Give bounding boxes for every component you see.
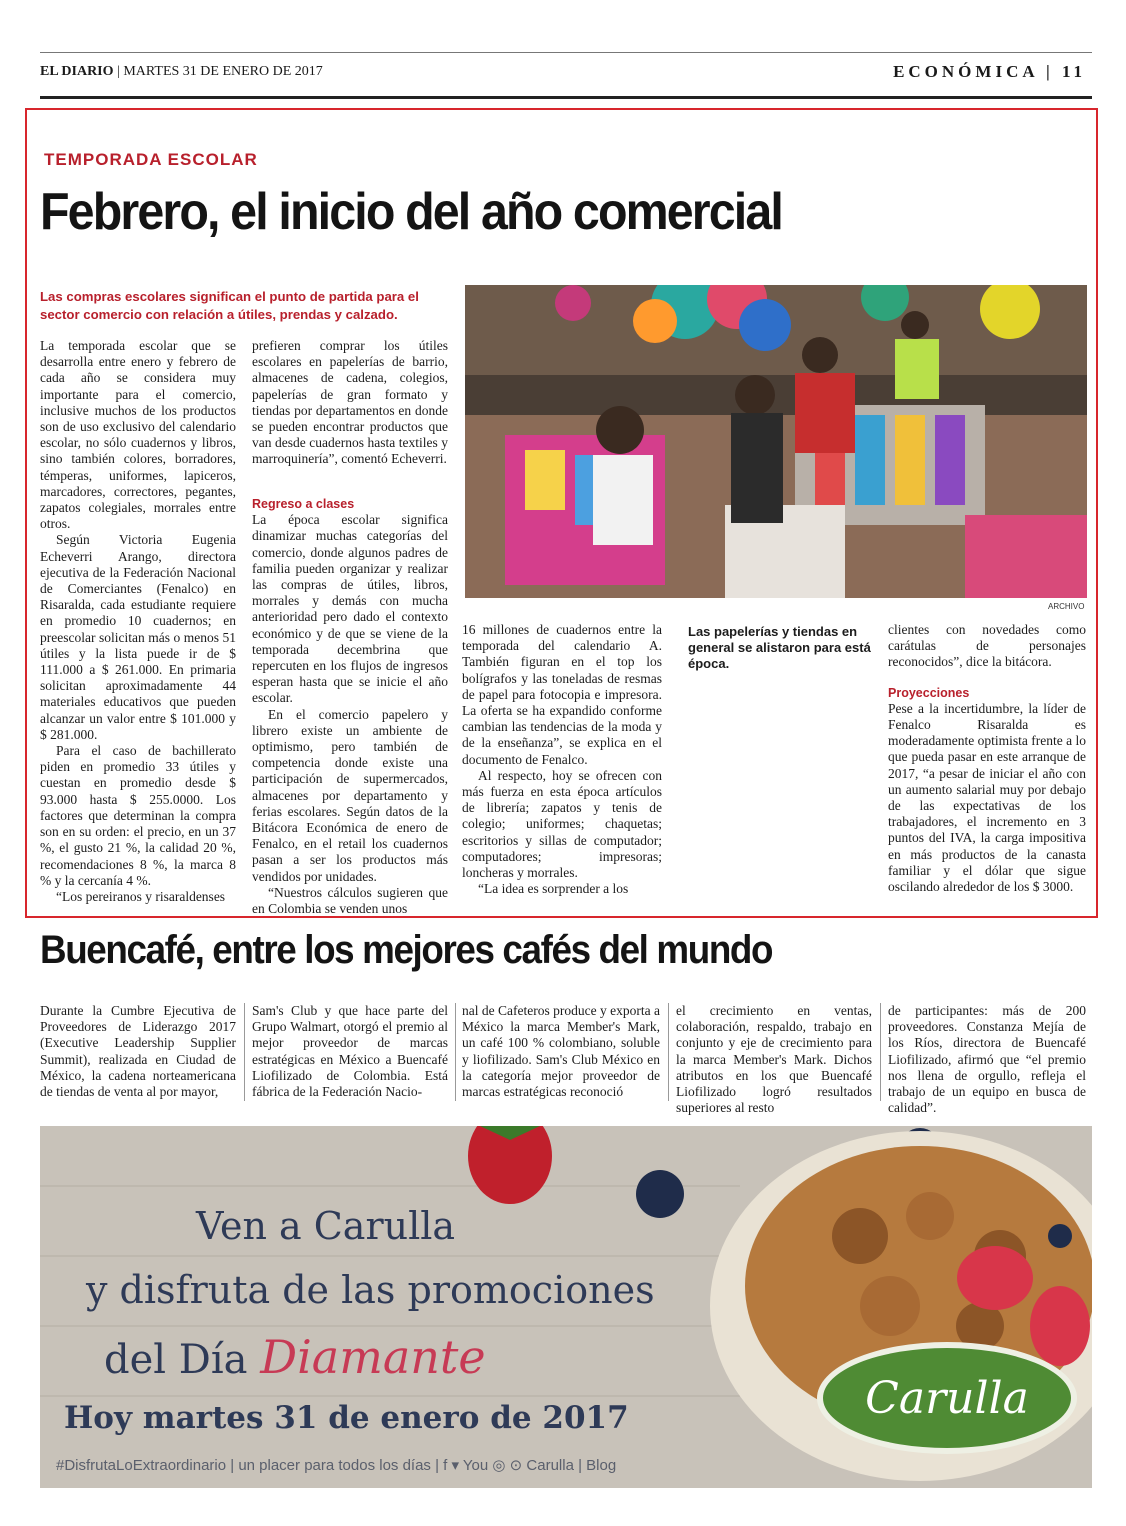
subhead-proyecciones: Proyecciones [888, 685, 970, 700]
header-left [40, 64, 323, 80]
paragraph: “La idea es sorprender a los [478, 881, 629, 897]
carulla-logo-text: Carulla [865, 1372, 1029, 1424]
photo-credit: ARCHIVO [1048, 602, 1085, 611]
second-story-column-5: de participantes: más de 200 proveedores. Constanza Mejía de los Ríos, directora de Buencafé Liofilizado, afirmó que “el premio nos llena de orgullo, refleja el trabajo de un equipo en busca de calidad”. [888, 1003, 1086, 1116]
second-story-column-3: nal de Cafeteros produce y exporta a México la marca Member's Mark, un café 100 % colombiano, soluble y liofilizado. Sam's Club México en la categoría mejor proveedor de marcas estratégicas reconoció [462, 1003, 660, 1100]
header-top-rule [40, 52, 1092, 53]
ad-highlight-word: Diamante [260, 1330, 486, 1384]
story-column-2 [252, 490, 448, 917]
story-column-2-top [252, 338, 448, 468]
story-column-1 [40, 338, 236, 905]
paragraph: “Nuestros cálculos sugieren que en Colombia se venden unos [252, 884, 448, 917]
paragraph: clientes con novedades como carátulas de personajes reconocidos”, dice la bitácora. [888, 622, 1086, 670]
paper-name: EL DIARIO [40, 64, 114, 79]
column-divider [880, 1003, 881, 1101]
paragraph: Para el caso de bachillerato piden en promedio 33 útiles y cuestan en promedio desde $ 93.000 hasta $ 255.0000. Los factores que determinan la compra son en su orden: el precio, en un 37 %, el gusto 21 %, la calidad 20 %, recomendaciones 8 %, la marca 8 % y la cercanía 4 %. [40, 743, 236, 888]
story-headline: Febrero, el inicio del año comercial [40, 183, 782, 241]
paragraph: Según Victoria Eugenia Echeverri Arango, directora ejecutiva de la Federación Nacional de Comerciantes (Fenalco) en Risaralda, cada estudiante requiere en promedio 10 cuadernos; en preescolar solicitan más o menos 51 útiles y la lista puede ir de $ 111.000 a $ 261.000. En primaria solicitan aproximadamente 44 materiales educativos que pueden alcanzar un valor entre $ 101.000 y $ 281.000. [40, 532, 236, 742]
header-bottom-rule [40, 96, 1092, 99]
paragraph: Al respecto, hoy se ofrecen con más fuerza en esta época artículos de librería; zapatos y tenis de colegio; uniformes; chaquetas; escritorios y sillas de computador; computadores; impresoras; loncheras y morrales. [462, 767, 662, 881]
second-story-column-2: Sam's Club y que hace parte del Grupo Walmart, otorgó el premio al mejor proveedor de marcas estratégicas en México a Buencafé Liofilizado de Colombia. Está fábrica de la Federación Nacio- [252, 1003, 448, 1100]
ad-headline-2: y disfruta de las promociones [86, 1268, 655, 1312]
column-divider [668, 1003, 669, 1101]
header-right [893, 62, 1086, 82]
header-separator: | [117, 64, 120, 79]
ad-headline-3 [104, 1330, 486, 1384]
second-story-headline: Buencafé, entre los mejores cafés del mundo [40, 928, 773, 972]
second-story-column-4: el crecimiento en ventas, colaboración, respaldo, trabajo en conjunto y eje de crecimiento para la marca Member's Mark. Dichos atributos en los que Buencafé Liofilizado logró resultados superiores al resto [676, 1003, 872, 1116]
story-lead: Las compras escolares significan el punto de partida para el sector comercio con relación a útiles, prendas y calzado. [40, 289, 419, 322]
photo-caption: Las papelerías y tiendas en general se alistaron para está época. [688, 624, 871, 671]
carulla-logo [817, 1342, 1077, 1454]
paragraph: La época escolar significa dinamizar muchas categorías del comercio, donde algunos padres de familia pueden organizar y realizar las compras de útiles, libros, morrales y demás con mucha anterioridad pero dado el contexto económico y de que se viene de la temporada decembrina que repercuten en los flujos de ingresos esperan hasta que se inicie el año escolar. [252, 512, 448, 706]
paragraph: Pese a la incertidumbre, la líder de Fenalco Risaralda es moderadamente optimista frente a lo que pueda pasar en este arranque de 2017, “a pesar de iniciar el año con un aumento salarial muy por debajo de las expectativas de los trabajadores, el incremento en 3 puntos del IVA, la carga impositiva en más productos de la canasta familiar y el dólar que sigue oscilando alrededor de los $ 3000. [888, 700, 1086, 895]
page-number: 11 [1061, 62, 1086, 81]
story-column-3 [462, 622, 662, 897]
paragraph: En el comercio papelero y librero existe un ambiente de optimismo, pero también de competencia donde existe una participación de supermercados, almacenes por departamento y ferias escolares. Según datos de la Bitácora Económica de enero de Fenalco, en el retail los cuadernos pasan a ser los productos más vendidos por unidades. [252, 706, 448, 884]
column-divider [244, 1003, 245, 1101]
ad-headline-1: Ven a Carulla [196, 1204, 456, 1248]
paragraph: La temporada escolar que se desarrolla entre enero y febrero de cada año se considera muy importante para el comercio, inclusive muchos de los productos son de uso exclusivo del calendario escolar, no sólo cuadernos y libros, sino también colores, borradores, témperas, uniformes, lapiceros, marcadores, correctores, pegantes, zapatos colegiales, morrales entre otros. [40, 338, 236, 532]
column-divider [455, 1003, 456, 1101]
paragraph: prefieren comprar los útiles escolares en papelerías de barrio, almacenes de cadena, colegios, papelerías de gran formato y tiendas por departamentos en donde se pueden encontrar productos que van desde cuadernos hasta textiles y marroquinería”, comentó Echeverri. [252, 338, 448, 467]
paragraph: “Los pereiranos y risaraldenses [56, 888, 226, 904]
section-name: ECONÓMICA [893, 62, 1038, 81]
ad-footer: #DisfrutaLoExtraordinario | un placer para todos los días | f ▾ You ◎ ⊙ Carulla | Blog [56, 1457, 617, 1474]
store-photo [465, 285, 1087, 598]
subhead-regreso: Regreso a clases [252, 497, 355, 511]
issue-date: MARTES 31 DE ENERO DE 2017 [123, 64, 323, 79]
story-kicker: TEMPORADA ESCOLAR [44, 150, 258, 169]
paragraph: 16 millones de cuadernos entre la temporada del calendario A. También figuran en el top los bolígrafos y las toneladas de resmas de papel para fotocopia e impresora. La oferta se ha expandido conforme cambian las tendencias de la moda y de la enseñanza”, se explica en el documento de Fenalco. [462, 622, 662, 767]
header-separator-right: | [1045, 62, 1054, 81]
ad-headline-3-prefix: del Día [104, 1337, 248, 1383]
ad-date-line: Hoy martes 31 de enero de 2017 [64, 1400, 629, 1436]
story-column-5 [888, 622, 1086, 895]
second-story-column-1: Durante la Cumbre Ejecutiva de Proveedores de Liderazgo 2017 (Executive Leadership Supplier Summit), realizada en Ciudad de México, la cadena norteamericana de tiendas de venta al por mayor, [40, 1003, 236, 1100]
